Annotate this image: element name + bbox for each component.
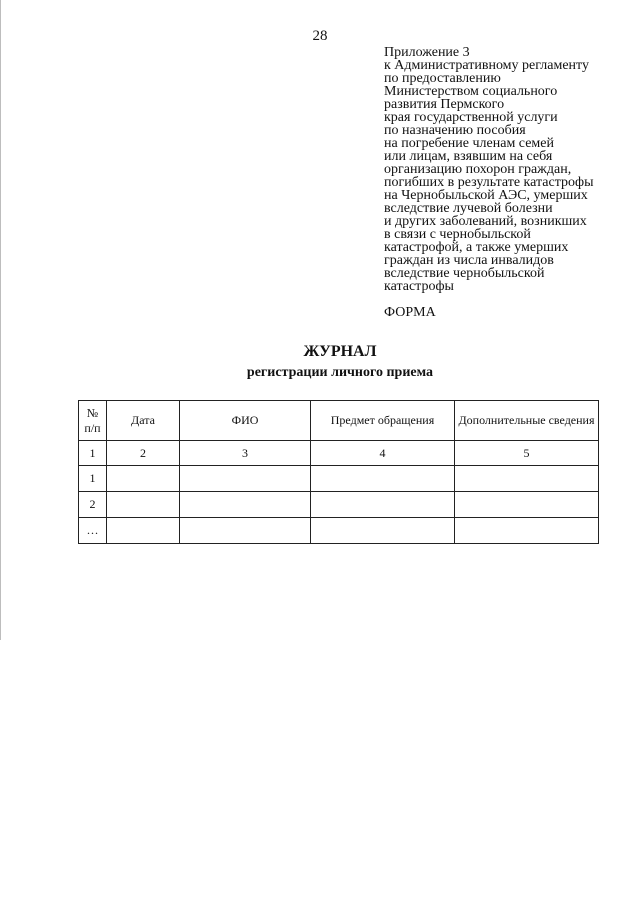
appendix-line: Министерством социального (384, 84, 558, 99)
appendix-line: развития Пермского (384, 97, 505, 112)
appendix-line: граждан из числа инвалидов (384, 253, 554, 268)
column-number: 5 (455, 441, 599, 466)
row-number: 2 (79, 492, 107, 518)
appendix-line: Приложение 3 (384, 45, 470, 60)
table-row (79, 492, 599, 518)
appendix-line: катастрофой, а также умерших (384, 240, 569, 255)
appendix-line: катастрофы (384, 279, 454, 294)
appendix-block (384, 46, 634, 293)
appendix-line: в связи с чернобыльской (384, 227, 531, 242)
appendix-line: по предоставлению (384, 71, 501, 86)
row-number: 1 (79, 466, 107, 492)
column-number: 2 (107, 441, 180, 466)
table-cell (311, 518, 455, 544)
table-cell (107, 492, 180, 518)
appendix-line: на погребение членам семей (384, 136, 554, 151)
header-additional-info: Дополнительные сведения (455, 401, 599, 441)
header-fio: ФИО (180, 401, 311, 441)
table-cell (107, 466, 180, 492)
table-cell (311, 492, 455, 518)
table-cell (107, 518, 180, 544)
appendix-line: и других заболеваний, возникших (384, 214, 587, 229)
table-cell (455, 518, 599, 544)
table-cell (180, 492, 311, 518)
column-number-row (79, 441, 599, 466)
table-cell (311, 466, 455, 492)
journal-title: ЖУРНАЛ (303, 343, 377, 360)
appendix-line: погибших в результате катастрофы (384, 175, 594, 190)
journal-subtitle: регистрации личного приема (246, 365, 434, 380)
appendix-line: по назначению пособия (384, 123, 526, 138)
table-header-row (79, 401, 599, 441)
row-number: … (79, 518, 107, 544)
header-subject: Предмет обращения (311, 401, 455, 441)
forma-label: ФОРМА (384, 305, 436, 320)
journal-table (78, 400, 599, 544)
table-row (79, 466, 599, 492)
appendix-line: на Чернобыльской АЭС, умерших (384, 188, 588, 203)
column-number: 4 (311, 441, 455, 466)
appendix-line: организацию похорон граждан, (384, 162, 572, 177)
appendix-line: края государственной услуги (384, 110, 558, 125)
table-cell (455, 492, 599, 518)
appendix-line: к Административному регламенту (384, 58, 589, 73)
appendix-line: вследствие чернобыльской (384, 266, 545, 281)
table-cell (180, 518, 311, 544)
appendix-line: или лицам, взявшим на себя (384, 149, 553, 164)
page-edge-line (0, 0, 1, 640)
appendix-line: вследствие лучевой болезни (384, 201, 553, 216)
page-number: 28 (312, 28, 328, 44)
column-number: 3 (180, 441, 311, 466)
header-date: Дата (107, 401, 180, 441)
column-number: 1 (79, 441, 107, 466)
table-cell (455, 466, 599, 492)
table-row (79, 518, 599, 544)
table-cell (180, 466, 311, 492)
header-number: № п/п (79, 401, 107, 441)
